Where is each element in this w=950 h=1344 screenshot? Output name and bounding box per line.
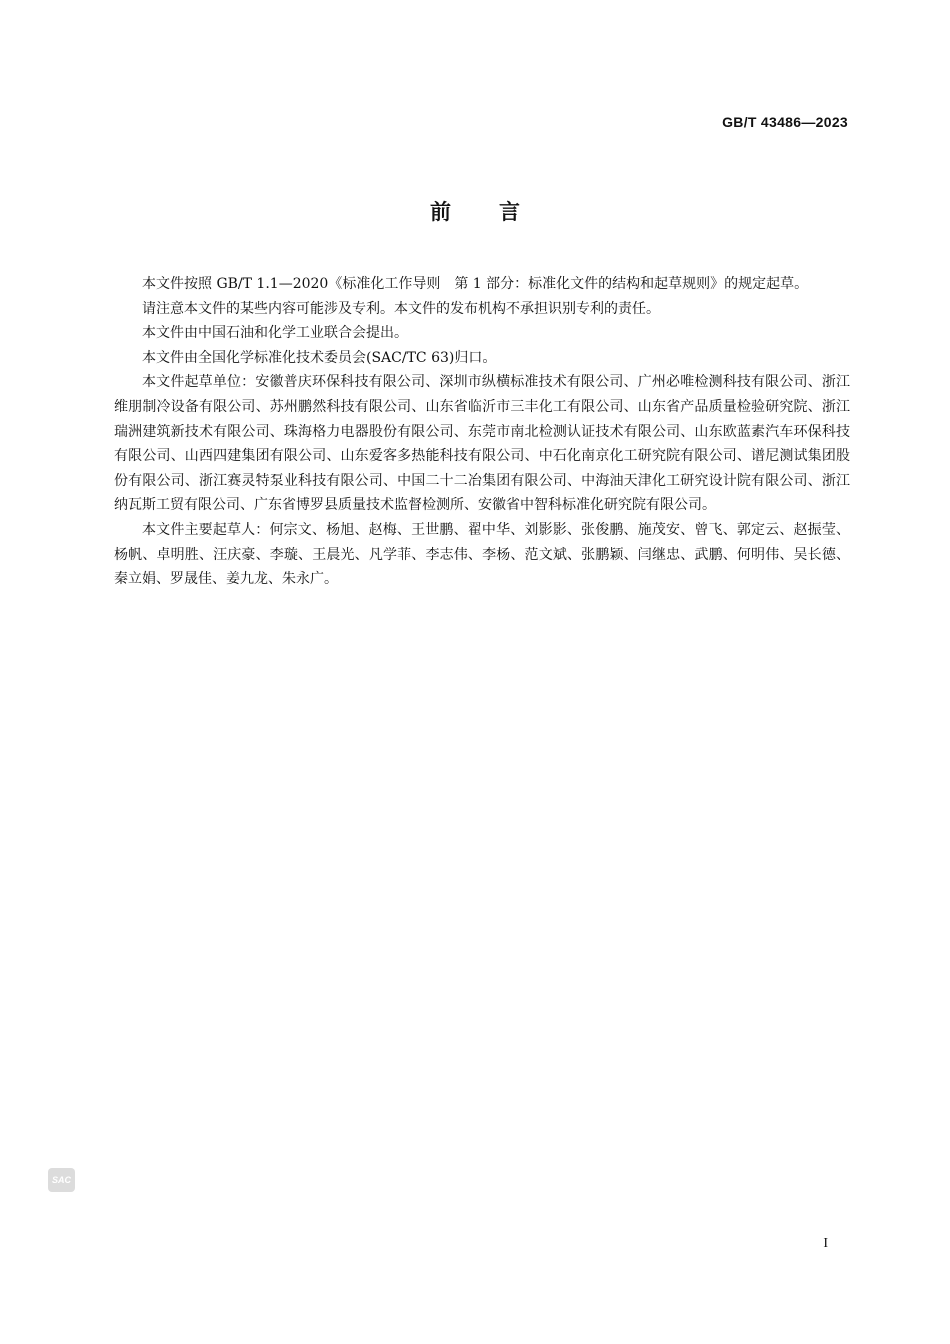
- page-number: I: [823, 1236, 828, 1251]
- paragraph-technical-committee: 本文件由全国化学标准化技术委员会(SAC/TC 63)归口。: [142, 349, 497, 366]
- paragraph-proposer: 本文件由中国石油和化学工业联合会提出。: [142, 325, 408, 342]
- paragraph-drafting-rules: 本文件按照 GB/T 1.1—2020《标准化工作导则 第 1 部分：标准化文件的结构和起草规则》的规定起草。: [142, 276, 809, 292]
- standard-code: GB/T 43486—2023: [722, 114, 848, 130]
- page-title: 前言: [430, 200, 568, 224]
- paragraph-patent-notice: 请注意本文件的某些内容可能涉及专利。本文件的发布机构不承担识别专利的责任。: [142, 300, 660, 317]
- paragraph-drafting-units: 本文件起草单位：安徽普庆环保科技有限公司、深圳市纵横标准技术有限公司、广州必唯检测科技有限公司、浙江维朋制冷设备有限公司、苏州鹏然科技有限公司、山东省临沂市三丰化工有限公司、山东省产品质量检验研究院、浙江瑞洲建筑新技术有限公司、珠海格力电器股份有限公司、东莞市南北检测认证技术有限公司、山东欧蓝素汽车环保科技有限公司、山西四建集团有限公司、山东爱客多热能科技有限公司、中石化南京化工研究院有限公司、谱尼测试集团股份有限公司、浙江赛灵特泵业科技有限公司、中国二十二冶集团有限公司、中海油天津化工研究设计院有限公司、浙江纳瓦斯工贸有限公司、广东省博罗县质量技术监督检测所、安徽省中智科标准化研究院有限公司。: [114, 374, 850, 514]
- paragraph-drafters: 本文件主要起草人：何宗文、杨旭、赵梅、王世鹏、翟中华、刘影影、张俊鹏、施茂安、曾飞、郭定云、赵振莹、杨帆、卓明胜、汪庆豪、李璇、王晨光、凡学菲、李志伟、李杨、范文斌、张鹏颖、闫继忠、武鹏、何明伟、吴长德、秦立娟、罗晟佳、姜九龙、朱永广。: [114, 521, 850, 588]
- foreword-body: [114, 272, 850, 592]
- sac-logo: SAC: [48, 1168, 75, 1192]
